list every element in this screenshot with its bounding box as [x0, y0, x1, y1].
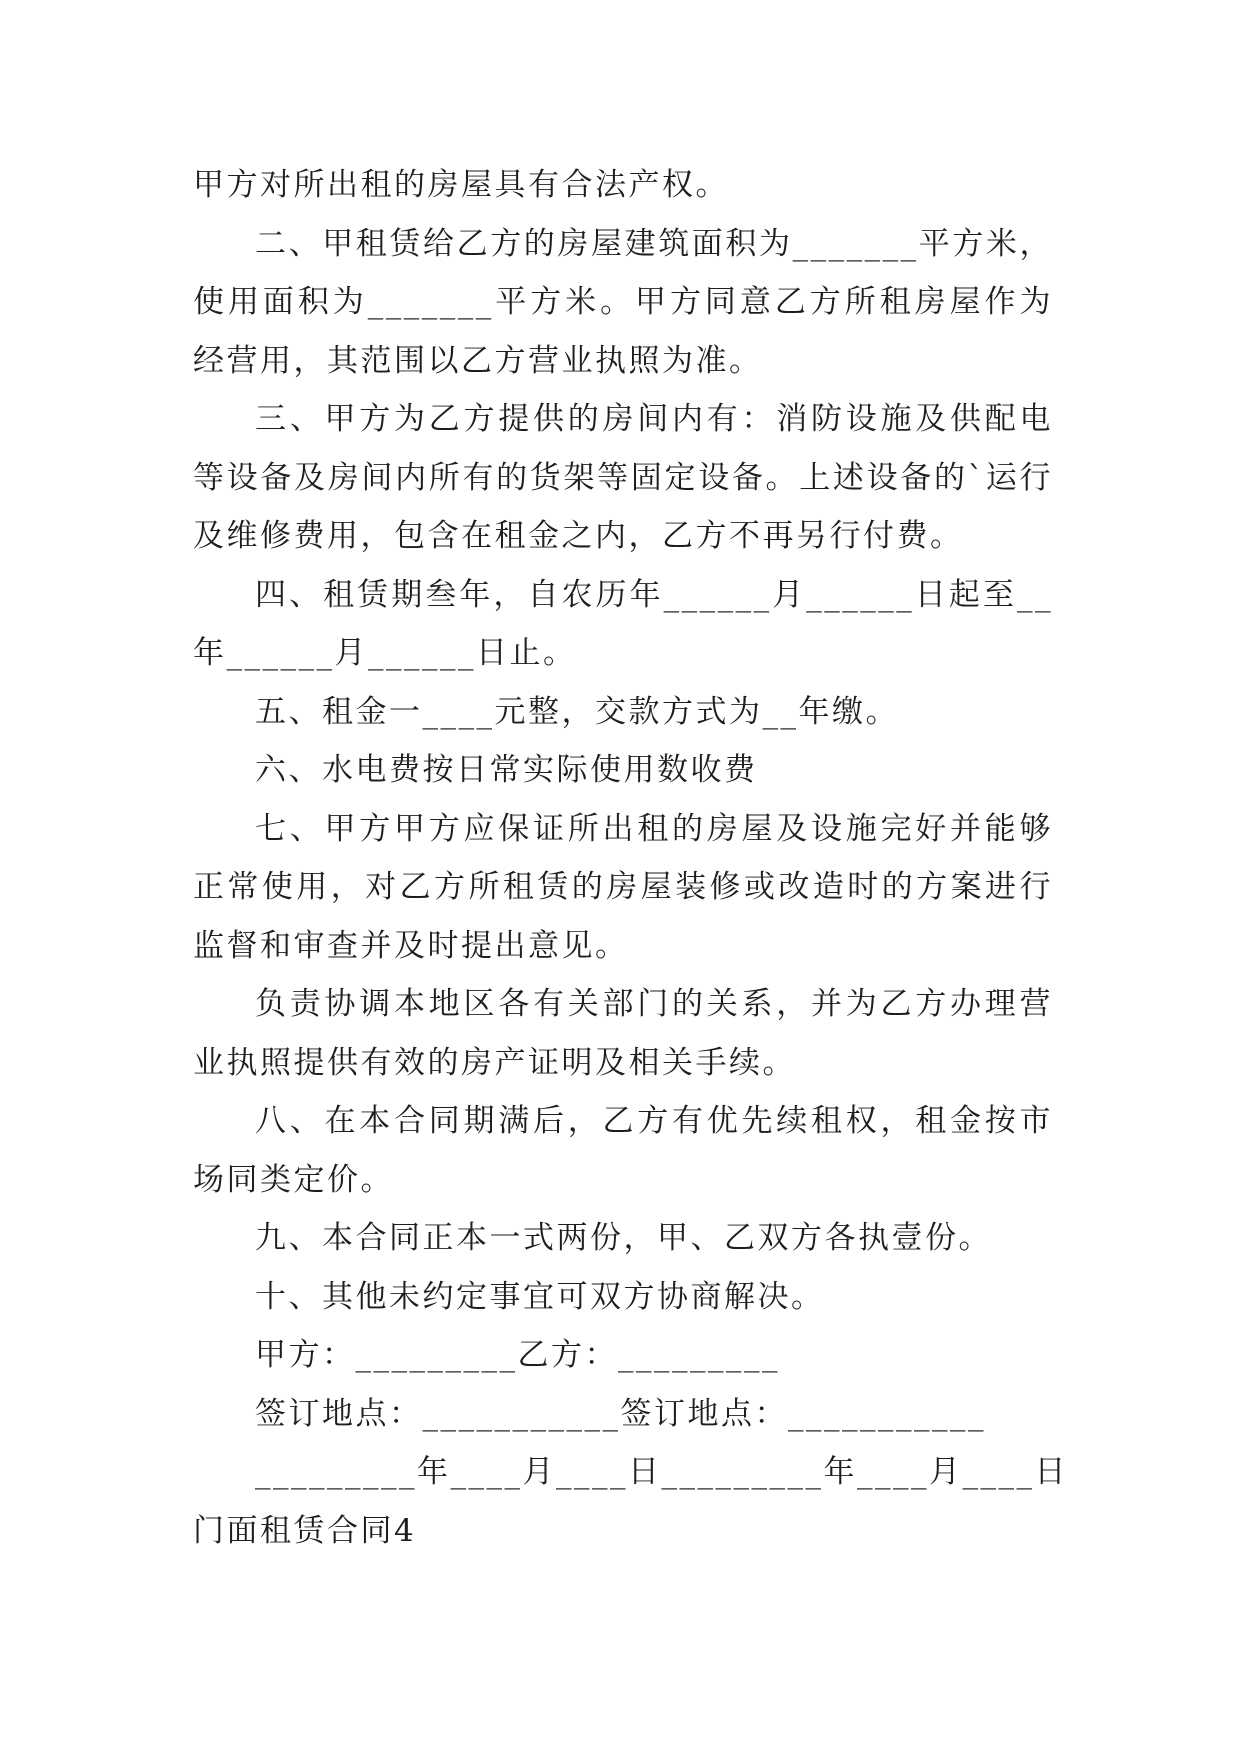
paragraph-clause-10-other: 十、其他未约定事宜可双方协商解决。 — [255, 1278, 825, 1315]
paragraph-clause-6-utilities: 六、水电费按日常实际使用数收费 — [255, 752, 758, 788]
paragraph-ownership: 甲方对所出租的房屋具有合法产权。 — [193, 167, 729, 203]
paragraph-coordination: 负责协调本地区各有关部门的关系，并为乙方办理营业执照提供有效的房产证明及相关手续。 — [193, 986, 1053, 1081]
signature-dates: _________年____月____日_________年____月____日 — [255, 1454, 1068, 1490]
paragraph-clause-4-term: 四、租赁期叁年，自农历年______月______日起至__年______月______日止。 — [193, 576, 1053, 671]
next-section-title: 门面租赁合同4 — [193, 1512, 417, 1549]
paragraph-clause-8-renewal: 八、在本合同期满后，乙方有优先续租权，租金按市场同类定价。 — [193, 1103, 1053, 1198]
signature-parties: 甲方：_________乙方：_________ — [255, 1337, 780, 1373]
paragraph-clause-3-facilities: 三、甲方为乙方提供的房间内有：消防设施及供配电等设备及房间内所有的货架等固定设备。上述设备的`运行及维修费用，包含在租金之内，乙方不再另行付费。 — [193, 401, 1053, 554]
paragraph-clause-5-rent: 五、租金一____元整，交款方式为__年缴。 — [255, 693, 899, 730]
paragraph-clause-2-area: 二、甲租赁给乙方的房屋建筑面积为_______平方米，使用面积为_______平方米。甲方同意乙方所租房屋作为经营用，其范围以乙方营业执照为准。 — [193, 225, 1053, 379]
signature-locations: 签订地点：___________签订地点：___________ — [255, 1395, 986, 1432]
contract-body — [193, 156, 1068, 1560]
paragraph-clause-7-obligations: 七、甲方甲方应保证所出租的房屋及设施完好并能够正常使用，对乙方所租赁的房屋装修或改造时的方案进行监督和审查并及时提出意见。 — [193, 810, 1053, 964]
paragraph-clause-9-copies: 九、本合同正本一式两份，甲、乙双方各执壹份。 — [255, 1220, 992, 1256]
